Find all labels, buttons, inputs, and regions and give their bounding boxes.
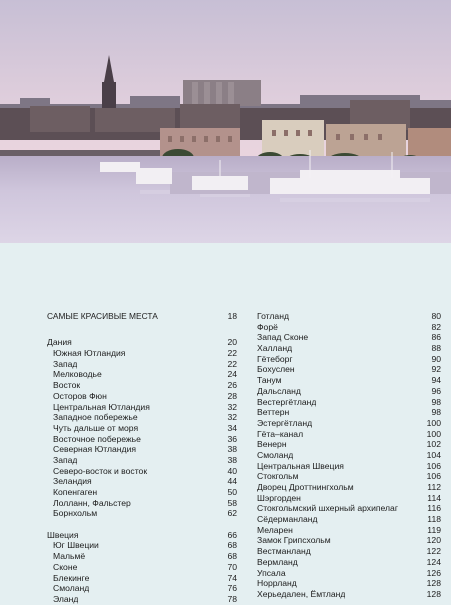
- toc-entry: [257, 311, 441, 322]
- toc-page-number: 58: [227, 497, 237, 508]
- toc-page-number: 98: [431, 396, 441, 407]
- toc-page-number: 100: [426, 417, 441, 428]
- toc-entry-title: Борнхольм: [53, 508, 98, 519]
- toc-entry: [257, 578, 441, 589]
- toc-entry-title: Готланд: [257, 311, 289, 321]
- toc-entry-title: Херьедален, Ёмтланд: [257, 588, 346, 599]
- toc-entry-title: Юг Швеции: [53, 540, 99, 551]
- toc-entry: [257, 503, 441, 514]
- toc-entry-title: САМЫЕ КРАСИВЫЕ МЕСТА: [47, 311, 158, 321]
- toc-entry-title: Стокгольмский шхерный архипелаг: [257, 503, 398, 514]
- toc-page-number: 128: [426, 578, 441, 589]
- toc-entry: [257, 461, 441, 472]
- toc-page-number: 102: [426, 439, 441, 450]
- toc-entry: [47, 573, 237, 584]
- toc-entry-title: Вестманланд: [257, 546, 311, 557]
- toc-page-number: 20: [227, 337, 237, 348]
- toc-page-number: 126: [426, 567, 441, 578]
- toc-page-number: 119: [427, 524, 441, 535]
- toc-column-right: [257, 311, 441, 600]
- toc-page-number: 28: [227, 390, 237, 401]
- toc-entry-title: Гётеборг: [257, 353, 293, 364]
- toc-page-number: 18: [227, 311, 237, 321]
- toc-page-number: 100: [426, 428, 441, 439]
- toc-page-number: 106: [426, 460, 441, 471]
- toc-page-number: 32: [227, 412, 237, 423]
- toc-entry: [47, 391, 237, 402]
- toc-entry-title: Венерн: [257, 439, 287, 450]
- toc-entry: [257, 354, 441, 365]
- toc-entry: [47, 412, 237, 423]
- toc-entry-title: Чуть дальше от моря: [53, 422, 139, 433]
- toc-page-number: 40: [227, 465, 237, 476]
- toc-page-number: 90: [431, 353, 441, 364]
- toc-entry-title: Запад Сконе: [257, 332, 309, 343]
- toc-page-number: 94: [431, 375, 441, 386]
- toc-entry-title: Блекинге: [53, 572, 90, 583]
- toc-entry: [47, 487, 237, 498]
- toc-page-number: 70: [227, 561, 237, 572]
- toc-page-number: 112: [427, 482, 441, 492]
- toc-spacer: [47, 327, 237, 338]
- toc-entry: [257, 364, 441, 375]
- toc-spacer: [47, 519, 237, 530]
- toc-entry: [47, 423, 237, 434]
- toc-page-number: 122: [426, 546, 441, 557]
- toc-entry: [257, 471, 441, 482]
- toc-entry: [257, 397, 441, 408]
- toc-entry-title: Смоланд: [53, 583, 90, 594]
- toc-page-number: 32: [227, 401, 237, 412]
- toc-entry: [47, 348, 237, 359]
- toc-entry-title: Замок Грипсхольм: [257, 535, 331, 546]
- toc-entry: [47, 369, 237, 380]
- toc-entry: [47, 476, 237, 487]
- toc-entry: [257, 322, 441, 333]
- toc-entry-title: Веттерн: [257, 407, 290, 418]
- toc-entry-title: Эстергётланд: [257, 417, 313, 428]
- toc-entry-title: Швеция: [47, 529, 79, 540]
- toc-page-number: 80: [431, 311, 441, 321]
- toc-entry-title: Осторов Фюн: [53, 390, 107, 401]
- toc-entry: [257, 568, 441, 579]
- toc-entry-title: Меларен: [257, 524, 293, 535]
- toc-page-number: 120: [426, 535, 441, 546]
- toc-entry-title: Вермланд: [257, 556, 298, 567]
- toc-entry: [47, 402, 237, 413]
- toc-entry: [257, 429, 441, 440]
- toc-entry-title: Стокгольм: [257, 471, 299, 482]
- toc-entry-title: Дворец Дроттнингхольм: [257, 482, 354, 492]
- toc-column-left: [47, 311, 237, 605]
- toc-entry-title: Западное побережье: [53, 412, 138, 423]
- toc-heading: [47, 311, 237, 322]
- toc-entry-title: Мелководье: [53, 369, 102, 380]
- toc-page-number: 68: [227, 551, 237, 562]
- table-of-contents: [0, 243, 451, 604]
- toc-entry-title: Мальмё: [53, 551, 86, 562]
- toc-page-number: 88: [431, 343, 441, 354]
- toc-entry: [47, 380, 237, 391]
- toc-entry: [257, 525, 441, 536]
- toc-entry-title: Эланд: [53, 593, 79, 604]
- toc-entry-title: Сконе: [53, 561, 78, 572]
- toc-entry: [47, 562, 237, 573]
- toc-entry-title: Танум: [257, 375, 282, 386]
- toc-page-number: 128: [426, 588, 441, 599]
- toc-entry-title: Центральная Ютландия: [53, 401, 150, 412]
- toc-entry: [47, 508, 237, 519]
- toc-entry: [257, 407, 441, 418]
- toc-entry: [47, 594, 237, 605]
- toc-page-number: 34: [227, 422, 237, 433]
- toc-entry-title: Запад: [53, 358, 78, 369]
- toc-entry-title: Норрланд: [257, 578, 297, 589]
- toc-page-number: 92: [431, 364, 441, 375]
- toc-page-number: 26: [227, 380, 237, 391]
- toc-page-number: 118: [427, 514, 441, 525]
- toc-page-number: 22: [227, 348, 237, 359]
- toc-entry: [47, 540, 237, 551]
- toc-entry: [47, 498, 237, 509]
- toc-entry: [257, 450, 441, 461]
- toc-entry: [257, 418, 441, 429]
- toc-page-number: 104: [426, 449, 441, 460]
- toc-entry: [257, 482, 441, 493]
- toc-entry: [257, 386, 441, 397]
- toc-entry: [257, 535, 441, 546]
- toc-page-number: 66: [227, 529, 237, 540]
- toc-entry-title: Северо-восток и восток: [53, 465, 148, 476]
- toc-page-number: 36: [227, 433, 237, 444]
- toc-page-number: 106: [426, 471, 441, 482]
- toc-page-number: 96: [431, 385, 441, 396]
- toc-entry-title: Смоланд: [257, 449, 294, 460]
- toc-entry-title: Шэргорден: [257, 492, 301, 503]
- toc-entry: [257, 589, 441, 600]
- toc-page-number: 50: [227, 487, 237, 497]
- toc-page-number: 38: [227, 444, 237, 455]
- toc-entry: [47, 434, 237, 445]
- toc-page-number: 24: [227, 369, 237, 380]
- toc-entry-title: Дальсланд: [257, 385, 301, 396]
- toc-section: [47, 530, 237, 541]
- toc-page-number: 76: [227, 583, 237, 594]
- toc-page-number: 98: [431, 407, 441, 418]
- stockholm-waterfront-photo: [0, 0, 451, 243]
- toc-entry-title: Запад: [53, 454, 78, 465]
- toc-page-number: 38: [227, 454, 237, 465]
- toc-entry: [257, 557, 441, 568]
- toc-entry-title: Центральная Швеция: [257, 460, 344, 471]
- toc-entry: [47, 583, 237, 594]
- toc-entry-title: Копенгаген: [53, 487, 98, 497]
- toc-page-number: 124: [426, 556, 441, 567]
- toc-page-number: 22: [227, 358, 237, 369]
- toc-entry: [257, 343, 441, 354]
- toc-page-number: 74: [227, 572, 237, 583]
- toc-entry: [257, 493, 441, 504]
- toc-entry: [257, 546, 441, 557]
- toc-entry-title: Упсала: [257, 567, 286, 578]
- toc-page-number: 86: [431, 332, 441, 343]
- toc-page-number: 114: [427, 492, 441, 503]
- toc-entry: [257, 439, 441, 450]
- toc-entry: [47, 455, 237, 466]
- toc-entry-title: Южная Ютландия: [53, 348, 126, 359]
- toc-entry: [257, 375, 441, 386]
- toc-entry: [47, 359, 237, 370]
- toc-section: [47, 337, 237, 348]
- toc-entry-title: Халланд: [257, 343, 293, 354]
- toc-entry-title: Бохуслен: [257, 364, 295, 375]
- toc-entry: [47, 466, 237, 477]
- toc-entry-title: Форё: [257, 321, 278, 332]
- toc-entry: [47, 444, 237, 455]
- toc-entry-title: Гёта–канал: [257, 428, 304, 439]
- toc-entry-title: Зеландия: [53, 476, 92, 487]
- toc-entry-title: Северная Ютландия: [53, 444, 137, 455]
- toc-entry-title: Вестергётланд: [257, 396, 317, 407]
- toc-page-number: 82: [431, 321, 441, 332]
- toc-entry: [257, 514, 441, 525]
- toc-page-number: 44: [227, 476, 237, 487]
- toc-page-number: 62: [227, 508, 237, 519]
- toc-entry-title: Лолланн, Фальстер: [53, 497, 131, 508]
- toc-entry-title: Сёдерманланд: [257, 514, 318, 525]
- toc-entry-title: Восточное побережье: [53, 433, 141, 444]
- toc-entry-title: Дания: [47, 337, 72, 348]
- toc-page-number: 68: [227, 540, 237, 551]
- toc-entry: [47, 551, 237, 562]
- toc-entry-title: Восток: [53, 380, 81, 391]
- toc-page-number: 116: [427, 503, 441, 514]
- toc-entry: [257, 332, 441, 343]
- toc-page-number: 78: [227, 593, 237, 604]
